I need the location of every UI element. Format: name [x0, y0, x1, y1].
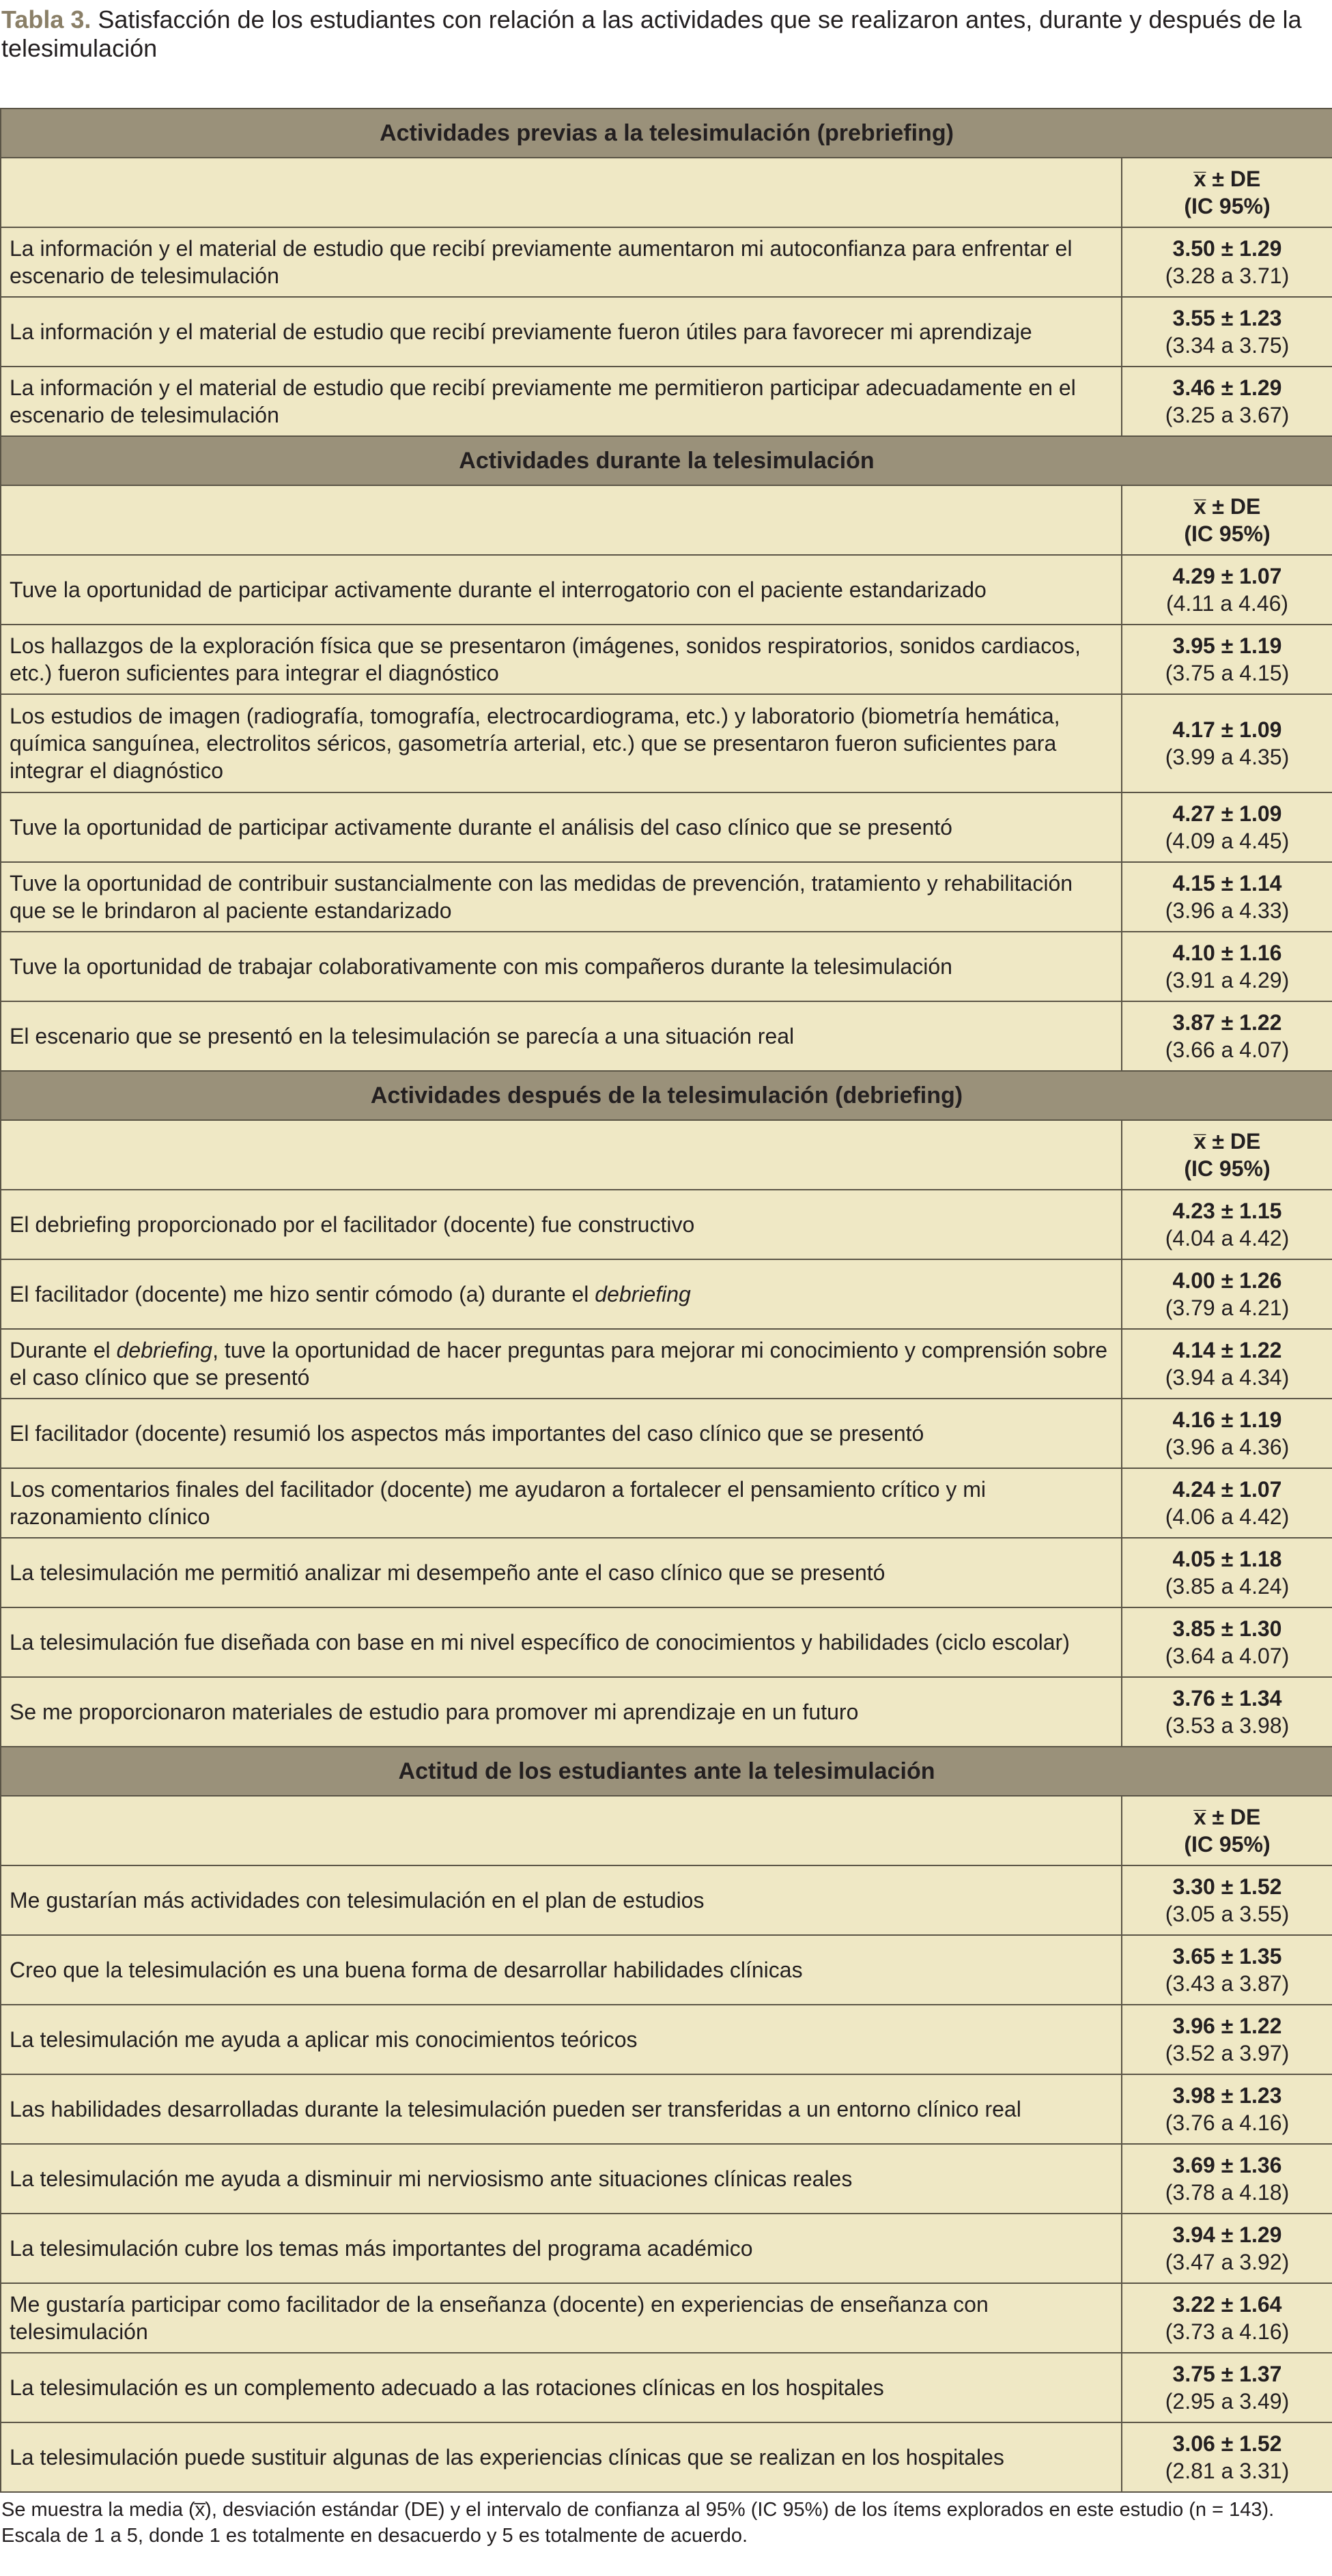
item-text: La información y el material de estudio que recibí previamente me permitieron participar adecuadamente en el escenario de telesimulación: [10, 375, 1076, 427]
mean-sd-value: 4.14 ± 1.22: [1172, 1338, 1282, 1362]
item-text-italic: debriefing: [595, 1282, 691, 1306]
item-statement: [1, 1538, 1122, 1607]
confidence-interval-value: (3.43 a 3.87): [1165, 1971, 1290, 1996]
footnote-line-2: Escala de 1 a 5, donde 1 es totalmente en desacuerdo y 5 es totalmente de acuerdo.: [1, 2525, 748, 2547]
mean-sd-value: 4.10 ± 1.16: [1172, 941, 1282, 965]
stat-header-line-2: (IC 95%): [1184, 1156, 1271, 1181]
table-row: [1, 932, 1332, 1001]
item-text: La telesimulación puede sustituir algunas de las experiencias clínicas que se realizan en los hospitales: [10, 2445, 1004, 2470]
item-stat-cell: [1122, 694, 1332, 792]
confidence-interval-value: (3.96 a 4.36): [1165, 1435, 1290, 1459]
item-statement: [1, 1865, 1122, 1935]
item-stat-cell: [1122, 2005, 1332, 2074]
item-statement: [1, 2283, 1122, 2353]
section-title: Actividades después de la telesimulación (debriefing): [1, 1071, 1332, 1120]
table-row: [1, 297, 1332, 367]
confidence-interval-value: (3.34 a 3.75): [1165, 333, 1290, 358]
item-text: La telesimulación fue diseñada con base en mi nivel específico de conocimientos y habilidades (ciclo escolar): [10, 1630, 1070, 1655]
item-statement: [1, 862, 1122, 932]
table-row: [1, 1677, 1332, 1747]
item-statement: [1, 1468, 1122, 1538]
item-text: Tuve la oportunidad de participar activamente durante el interrogatorio con el paciente estandarizado: [10, 577, 987, 602]
item-statement: [1, 2005, 1122, 2074]
item-text: El debriefing proporcionado por el facilitador (docente) fue constructivo: [10, 1212, 695, 1237]
stat-header-line-2: (IC 95%): [1184, 1832, 1271, 1857]
confidence-interval-value: (3.52 a 3.97): [1165, 2041, 1290, 2065]
table-row: [1, 2005, 1332, 2074]
item-stat-cell: [1122, 1001, 1332, 1071]
item-stat-cell: [1122, 1399, 1332, 1468]
mean-sd-value: 3.98 ± 1.23: [1172, 2083, 1282, 2108]
confidence-interval-value: (3.28 a 3.71): [1165, 263, 1290, 288]
item-statement: [1, 1677, 1122, 1747]
item-statement: [1, 1329, 1122, 1399]
item-statement: [1, 1399, 1122, 1468]
section-title: Actitud de los estudiantes ante la telesimulación: [1, 1747, 1332, 1796]
confidence-interval-value: (4.06 a 4.42): [1165, 1504, 1290, 1529]
confidence-interval-value: (3.25 a 3.67): [1165, 403, 1290, 427]
confidence-interval-value: (3.53 a 3.98): [1165, 1713, 1290, 1738]
empty-header-cell: [1, 1120, 1122, 1190]
item-statement: [1, 694, 1122, 792]
confidence-interval-value: (3.78 a 4.18): [1165, 2180, 1290, 2205]
confidence-interval-value: (4.09 a 4.45): [1165, 829, 1290, 853]
item-text: Los comentarios finales del facilitador (docente) me ayudaron a fortalecer el pensamiento crítico y mi razonamiento clínico: [10, 1477, 987, 1529]
item-text: Los hallazgos de la exploración física que se presentaron (imágenes, sonidos respiratorios, sonidos cardiacos, etc.) fueron suficientes para integrar el diagnóstico: [10, 633, 1081, 685]
item-text: Los estudios de imagen (radiografía, tomografía, electrocardiograma, etc.) y laboratorio (biometría hemática, química sanguínea, electrolitos séricos, gasometría arterial, etc.) que se presentaron fueron suficientes para integrar el diagnóstico: [10, 704, 1060, 783]
mean-sd-value: 4.27 ± 1.09: [1172, 801, 1282, 826]
confidence-interval-value: (4.11 a 4.46): [1165, 591, 1289, 616]
table-row: [1, 1538, 1332, 1607]
table-row: [1, 792, 1332, 862]
item-stat-cell: [1122, 1677, 1332, 1747]
mean-symbol: x̅: [1193, 494, 1206, 519]
item-statement: [1, 2422, 1122, 2492]
item-stat-cell: [1122, 862, 1332, 932]
stat-header-line-1: [1131, 493, 1324, 520]
table-row: [1, 1865, 1332, 1935]
table-row: [1, 555, 1332, 625]
item-statement: [1, 932, 1122, 1001]
stat-header-cell: [1122, 158, 1332, 227]
item-statement: [1, 2214, 1122, 2283]
item-stat-cell: [1122, 1865, 1332, 1935]
mean-sd-value: 4.00 ± 1.26: [1172, 1268, 1282, 1293]
confidence-interval-value: (4.04 a 4.42): [1165, 1226, 1290, 1250]
item-stat-cell: [1122, 1935, 1332, 2005]
item-stat-cell: [1122, 227, 1332, 297]
section-header-row: [1, 109, 1332, 158]
item-text: Me gustarían más actividades con telesimulación en el plan de estudios: [10, 1888, 705, 1913]
mean-sd-value: 3.85 ± 1.30: [1172, 1616, 1282, 1641]
table-caption-text: Satisfacción de los estudiantes con relación a las actividades que se realizaron antes, durante y después de la telesimulación: [1, 5, 1302, 62]
confidence-interval-value: (2.95 a 3.49): [1165, 2389, 1290, 2414]
stat-header-cell: [1122, 1796, 1332, 1865]
table-footnote: [0, 2497, 1332, 2549]
confidence-interval-value: (3.05 a 3.55): [1165, 1902, 1290, 1926]
confidence-interval-value: (3.91 a 4.29): [1165, 968, 1290, 992]
mean-sd-value: 3.22 ± 1.64: [1172, 2292, 1282, 2317]
section-header-row: [1, 1747, 1332, 1796]
stat-header-row: [1, 485, 1332, 555]
item-text: Las habilidades desarrolladas durante la telesimulación pueden ser transferidas a un entorno clínico real: [10, 2097, 1021, 2121]
stat-header-line-2: (IC 95%): [1184, 194, 1271, 218]
mean-sd-value: 4.23 ± 1.15: [1172, 1199, 1282, 1223]
mean-symbol: x̅: [1193, 167, 1206, 191]
confidence-interval-value: (3.94 a 4.34): [1165, 1365, 1290, 1390]
stat-header-row: [1, 158, 1332, 227]
mean-sd-value: 3.87 ± 1.22: [1172, 1010, 1282, 1035]
confidence-interval-value: (3.85 a 4.24): [1165, 1574, 1290, 1599]
table-row: [1, 625, 1332, 694]
item-text: Tuve la oportunidad de participar activamente durante el análisis del caso clínico que se presentó: [10, 815, 952, 840]
section-header-row: [1, 1071, 1332, 1120]
footnote-line-1: Se muestra la media (x̅), desviación estándar (DE) y el intervalo de confianza al 95% (IC 95%) de los ítems explorados en este estudio (n = 143).: [1, 2499, 1275, 2521]
mean-sd-value: 3.06 ± 1.52: [1172, 2431, 1282, 2456]
item-text-italic: debriefing: [116, 1338, 213, 1362]
item-stat-cell: [1122, 2353, 1332, 2422]
confidence-interval-value: (3.76 a 4.16): [1165, 2110, 1290, 2135]
empty-header-cell: [1, 1796, 1122, 1865]
stat-header-row: [1, 1796, 1332, 1865]
table-row: [1, 227, 1332, 297]
item-text: Tuve la oportunidad de contribuir sustancialmente con las medidas de prevención, tratamiento y rehabilitación que se le brindaron al paciente estandarizado: [10, 871, 1073, 923]
table-row: [1, 862, 1332, 932]
item-stat-cell: [1122, 932, 1332, 1001]
stat-header-cell: [1122, 1120, 1332, 1190]
mean-sd-value: 3.30 ± 1.52: [1172, 1874, 1282, 1899]
item-statement: [1, 792, 1122, 862]
item-text: La información y el material de estudio que recibí previamente aumentaron mi autoconfianza para enfrentar el escenario de telesimulación: [10, 236, 1073, 288]
item-stat-cell: [1122, 555, 1332, 625]
item-stat-cell: [1122, 1468, 1332, 1538]
item-text: La telesimulación es un complemento adecuado a las rotaciones clínicas en los hospitales: [10, 2375, 884, 2400]
section-header-row: [1, 436, 1332, 485]
mean-sd-value: 3.50 ± 1.29: [1172, 236, 1282, 261]
mean-sd-value: 3.75 ± 1.37: [1172, 2362, 1282, 2386]
item-stat-cell: [1122, 2074, 1332, 2144]
item-text-after: , tuve la oportunidad de hacer preguntas para mejorar mi conocimiento y comprensión sobre el caso clínico que se presentó: [10, 1338, 1108, 1390]
table-row: [1, 2214, 1332, 2283]
stat-header-rest: ± DE: [1206, 167, 1261, 191]
mean-sd-value: 3.94 ± 1.29: [1172, 2222, 1282, 2247]
table-row: [1, 367, 1332, 436]
item-text: Me gustaría participar como facilitador de la enseñanza (docente) en experiencias de enseñanza con telesimulación: [10, 2292, 989, 2344]
mean-sd-value: 3.69 ± 1.36: [1172, 2153, 1282, 2177]
item-statement: [1, 1607, 1122, 1677]
item-text: Durante el: [10, 1338, 117, 1362]
item-statement: [1, 297, 1122, 367]
item-stat-cell: [1122, 367, 1332, 436]
confidence-interval-value: (3.73 a 4.16): [1165, 2319, 1290, 2344]
item-text: La información y el material de estudio que recibí previamente fueron útiles para favorecer mi aprendizaje: [10, 319, 1032, 344]
item-text: Tuve la oportunidad de trabajar colaborativamente con mis compañeros durante la telesimulación: [10, 954, 952, 979]
item-statement: [1, 1935, 1122, 2005]
item-statement: [1, 625, 1122, 694]
item-stat-cell: [1122, 2422, 1332, 2492]
item-text: Se me proporcionaron materiales de estudio para promover mi aprendizaje en un futuro: [10, 1700, 859, 1724]
item-text: La telesimulación me permitió analizar mi desempeño ante el caso clínico que se presentó: [10, 1560, 885, 1585]
item-stat-cell: [1122, 2283, 1332, 2353]
item-text: El escenario que se presentó en la telesimulación se parecía a una situación real: [10, 1024, 795, 1048]
item-statement: [1, 1190, 1122, 1259]
satisfaction-table: [0, 108, 1332, 2493]
section-title: Actividades durante la telesimulación: [1, 436, 1332, 485]
item-stat-cell: [1122, 1538, 1332, 1607]
confidence-interval-value: (3.96 a 4.33): [1165, 898, 1290, 923]
table-row: [1, 2422, 1332, 2492]
item-stat-cell: [1122, 625, 1332, 694]
stat-header-row: [1, 1120, 1332, 1190]
item-text: El facilitador (docente) me hizo sentir cómodo (a) durante el: [10, 1282, 595, 1306]
item-stat-cell: [1122, 1329, 1332, 1399]
mean-sd-value: 4.29 ± 1.07: [1172, 564, 1282, 588]
item-statement: [1, 2353, 1122, 2422]
table-row: [1, 1190, 1332, 1259]
mean-sd-value: 3.46 ± 1.29: [1172, 375, 1282, 400]
table-row: [1, 1001, 1332, 1071]
mean-symbol: x̅: [1193, 1129, 1206, 1154]
table-caption: [0, 5, 1332, 63]
confidence-interval-value: (3.75 a 4.15): [1165, 661, 1290, 685]
confidence-interval-value: (3.47 a 3.92): [1165, 2250, 1290, 2274]
confidence-interval-value: (3.79 a 4.21): [1165, 1296, 1290, 1320]
stat-header-rest: ± DE: [1206, 1129, 1261, 1154]
stat-header-line-2: (IC 95%): [1184, 521, 1271, 546]
section-title: Actividades previas a la telesimulación (prebriefing): [1, 109, 1332, 158]
mean-sd-value: 3.76 ± 1.34: [1172, 1686, 1282, 1711]
table-row: [1, 2353, 1332, 2422]
item-stat-cell: [1122, 1259, 1332, 1329]
stat-header-rest: ± DE: [1206, 1805, 1261, 1829]
stat-header-line-1: [1131, 1803, 1324, 1831]
mean-sd-value: 3.65 ± 1.35: [1172, 1944, 1282, 1969]
item-text: La telesimulación me ayuda a disminuir mi nerviosismo ante situaciones clínicas reales: [10, 2166, 853, 2191]
table-caption-label: Tabla 3.: [1, 5, 91, 33]
item-statement: [1, 2144, 1122, 2214]
item-statement: [1, 2074, 1122, 2144]
stat-header-line-1: [1131, 165, 1324, 192]
item-text: La telesimulación cubre los temas más importantes del programa académico: [10, 2236, 753, 2261]
item-stat-cell: [1122, 297, 1332, 367]
item-statement: [1, 367, 1122, 436]
confidence-interval-value: (3.99 a 4.35): [1165, 745, 1290, 769]
confidence-interval-value: (2.81 a 3.31): [1165, 2459, 1290, 2483]
mean-sd-value: 3.55 ± 1.23: [1172, 306, 1282, 330]
item-text: La telesimulación me ayuda a aplicar mis conocimientos teóricos: [10, 2027, 638, 2052]
item-statement: [1, 555, 1122, 625]
table-row: [1, 2074, 1332, 2144]
stat-header-line-1: [1131, 1128, 1324, 1155]
empty-header-cell: [1, 158, 1122, 227]
mean-sd-value: 3.95 ± 1.19: [1172, 633, 1282, 658]
table-row: [1, 2144, 1332, 2214]
item-stat-cell: [1122, 2144, 1332, 2214]
mean-sd-value: 4.24 ± 1.07: [1172, 1477, 1282, 1502]
item-text: El facilitador (docente) resumió los aspectos más importantes del caso clínico que se presentó: [10, 1421, 924, 1446]
table-row: [1, 1468, 1332, 1538]
mean-sd-value: 4.15 ± 1.14: [1172, 871, 1282, 896]
table-row: [1, 1329, 1332, 1399]
item-statement: [1, 1001, 1122, 1071]
table-row: [1, 694, 1332, 792]
item-stat-cell: [1122, 792, 1332, 862]
item-statement: [1, 1259, 1122, 1329]
item-stat-cell: [1122, 1190, 1332, 1259]
stat-header-rest: ± DE: [1206, 494, 1261, 519]
table-row: [1, 1935, 1332, 2005]
mean-sd-value: 3.96 ± 1.22: [1172, 2014, 1282, 2038]
table-row: [1, 1607, 1332, 1677]
stat-header-cell: [1122, 485, 1332, 555]
item-statement: [1, 227, 1122, 297]
mean-sd-value: 4.16 ± 1.19: [1172, 1407, 1282, 1432]
confidence-interval-value: (3.64 a 4.07): [1165, 1644, 1290, 1668]
table-body: [1, 109, 1332, 2492]
item-text: Creo que la telesimulación es una buena forma de desarrollar habilidades clínicas: [10, 1958, 803, 1982]
table-row: [1, 2283, 1332, 2353]
mean-sd-value: 4.17 ± 1.09: [1172, 717, 1282, 742]
mean-symbol: x̅: [1193, 1805, 1206, 1829]
item-stat-cell: [1122, 1607, 1332, 1677]
mean-sd-value: 4.05 ± 1.18: [1172, 1547, 1282, 1571]
empty-header-cell: [1, 485, 1122, 555]
confidence-interval-value: (3.66 a 4.07): [1165, 1037, 1290, 1062]
table-row: [1, 1259, 1332, 1329]
table-row: [1, 1399, 1332, 1468]
item-stat-cell: [1122, 2214, 1332, 2283]
